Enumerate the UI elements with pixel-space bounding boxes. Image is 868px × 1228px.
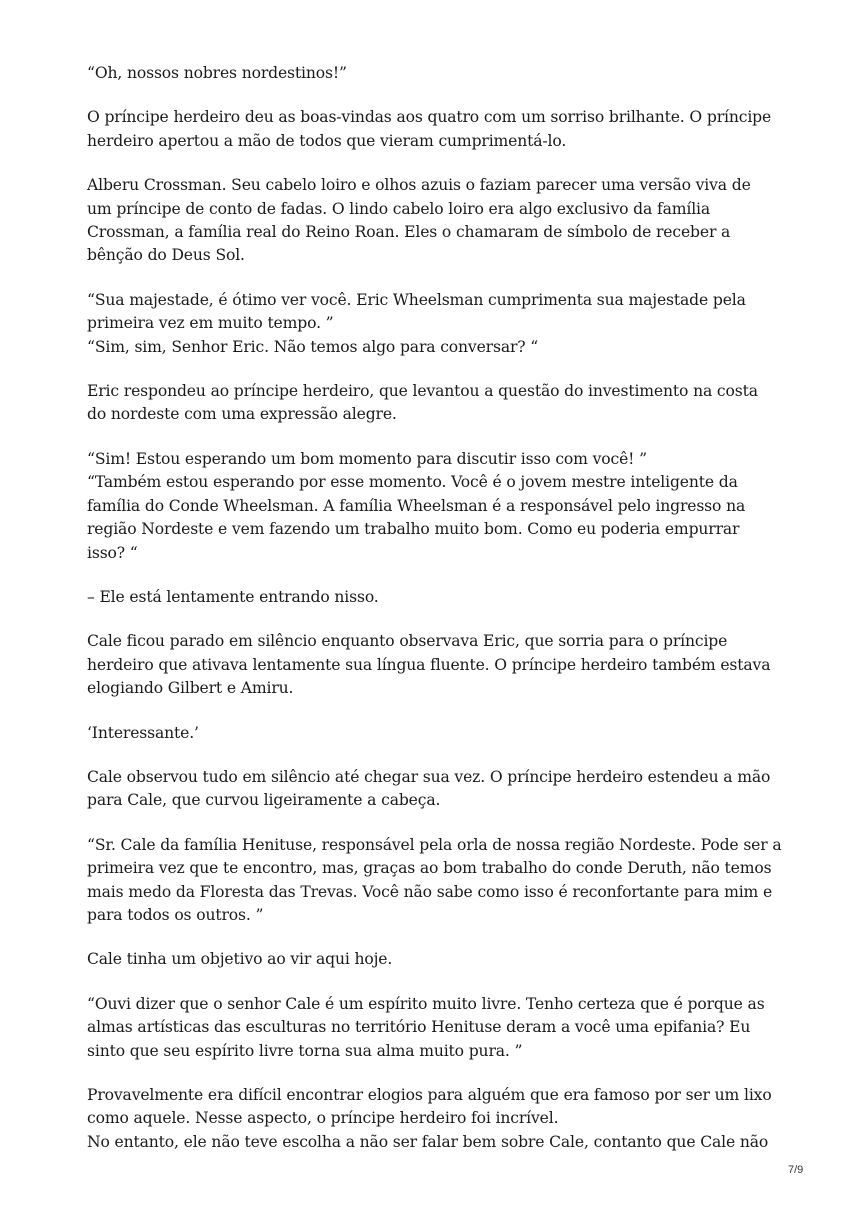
paragraph [87,62,787,85]
text-line: “Sim, sim, Senhor Eric. Não temos algo para conversar? “ [87,337,539,356]
paragraph [87,380,787,427]
paragraph [87,174,787,268]
text-line: “Sua majestade, é ótimo ver você. Eric Wheelsman cumprimenta sua majestade pela [87,290,746,309]
text-line: “Oh, nossos nobres nordestinos!” [87,64,347,82]
text-line: – Ele está lentamente entrando nisso. [87,587,379,606]
text-line: para Cale, que curvou ligeiramente a cabeça. [87,791,441,810]
text-line: para todos os outros. ” [87,905,264,924]
text-line: O príncipe herdeiro deu as boas-vindas aos quatro com um sorriso brilhante. O príncipe [87,108,772,127]
document-body [87,62,787,1175]
text-line: “Sr. Cale da família Henituse, responsável pela orla de nossa região Nordeste. Pode ser a [87,835,782,854]
text-line: sinto que seu espírito livre torna sua alma muito pura. ” [87,1041,523,1060]
text-line: “Também estou esperando por esse momento. Você é o jovem mestre inteligente da [87,473,738,492]
text-line: “Ouvi dizer que o senhor Cale é um espírito muito livre. Tenho certeza que é porque as [87,994,765,1013]
paragraph [87,586,787,609]
paragraph [87,106,787,153]
text-line: ‘Interessante.’ [87,723,199,742]
text-line: primeira vez em muito tempo. ” [87,314,334,333]
paragraph [87,722,787,745]
text-line: como aquele. Nesse aspecto, o príncipe herdeiro foi incrível. [87,1109,559,1128]
text-line: mais medo da Floresta das Trevas. Você não sabe como isso é reconfortante para mim e [87,882,773,901]
text-line: herdeiro que ativava lentamente sua língua fluente. O príncipe herdeiro também estava [87,655,771,674]
paragraph [87,289,787,359]
text-line: Eric respondeu ao príncipe herdeiro, que levantou a questão do investimento na costa [87,382,758,401]
text-line: elogiando Gilbert e Amiru. [87,679,294,698]
text-line: família do Conde Wheelsman. A família Wheelsman é a responsável pelo ingresso na [87,496,746,515]
paragraph [87,630,787,700]
paragraph [87,993,787,1063]
text-line: primeira vez que te encontro, mas, graças ao bom trabalho do conde Deruth, não temos [87,859,772,878]
paragraph [87,448,787,565]
text-line: Cale tinha um objetivo ao vir aqui hoje. [87,950,393,969]
text-line: “Sim! Estou esperando um bom momento para discutir isso com você! ” [87,449,647,468]
text-line: Crossman, a família real do Reino Roan. Eles o chamaram de símbolo de receber a [87,223,731,242]
text-line: Cale ficou parado em silêncio enquanto observava Eric, que sorria para o príncipe [87,632,728,651]
paragraph [87,948,787,971]
text-line: do nordeste com uma expressão alegre. [87,405,397,424]
page-number: 7/9 [788,1164,804,1176]
paragraph [87,834,787,928]
text-line: isso? “ [87,543,138,562]
text-line: região Nordeste e vem fazendo um trabalho muito bom. Como eu poderia empurrar [87,520,740,539]
text-line: almas artísticas das esculturas no território Henituse deram a você uma epifania? Eu [87,1018,751,1037]
paragraph [87,766,787,813]
text-line: Alberu Crossman. Seu cabelo loiro e olhos azuis o faziam parecer uma versão viva de [87,176,751,195]
paragraph [87,1084,787,1154]
text-line: No entanto, ele não teve escolha a não ser falar bem sobre Cale, contanto que Cale não [87,1132,769,1151]
text-line: herdeiro apertou a mão de todos que vieram cumprimentá-lo. [87,131,567,150]
text-line: Cale observou tudo em silêncio até chegar sua vez. O príncipe herdeiro estendeu a mão [87,767,771,786]
text-line: bênção do Deus Sol. [87,246,245,265]
text-line: Provavelmente era difícil encontrar elogios para alguém que era famoso por ser um lixo [87,1086,772,1104]
text-line: um príncipe de conto de fadas. O lindo cabelo loiro era algo exclusivo da família [87,199,711,218]
